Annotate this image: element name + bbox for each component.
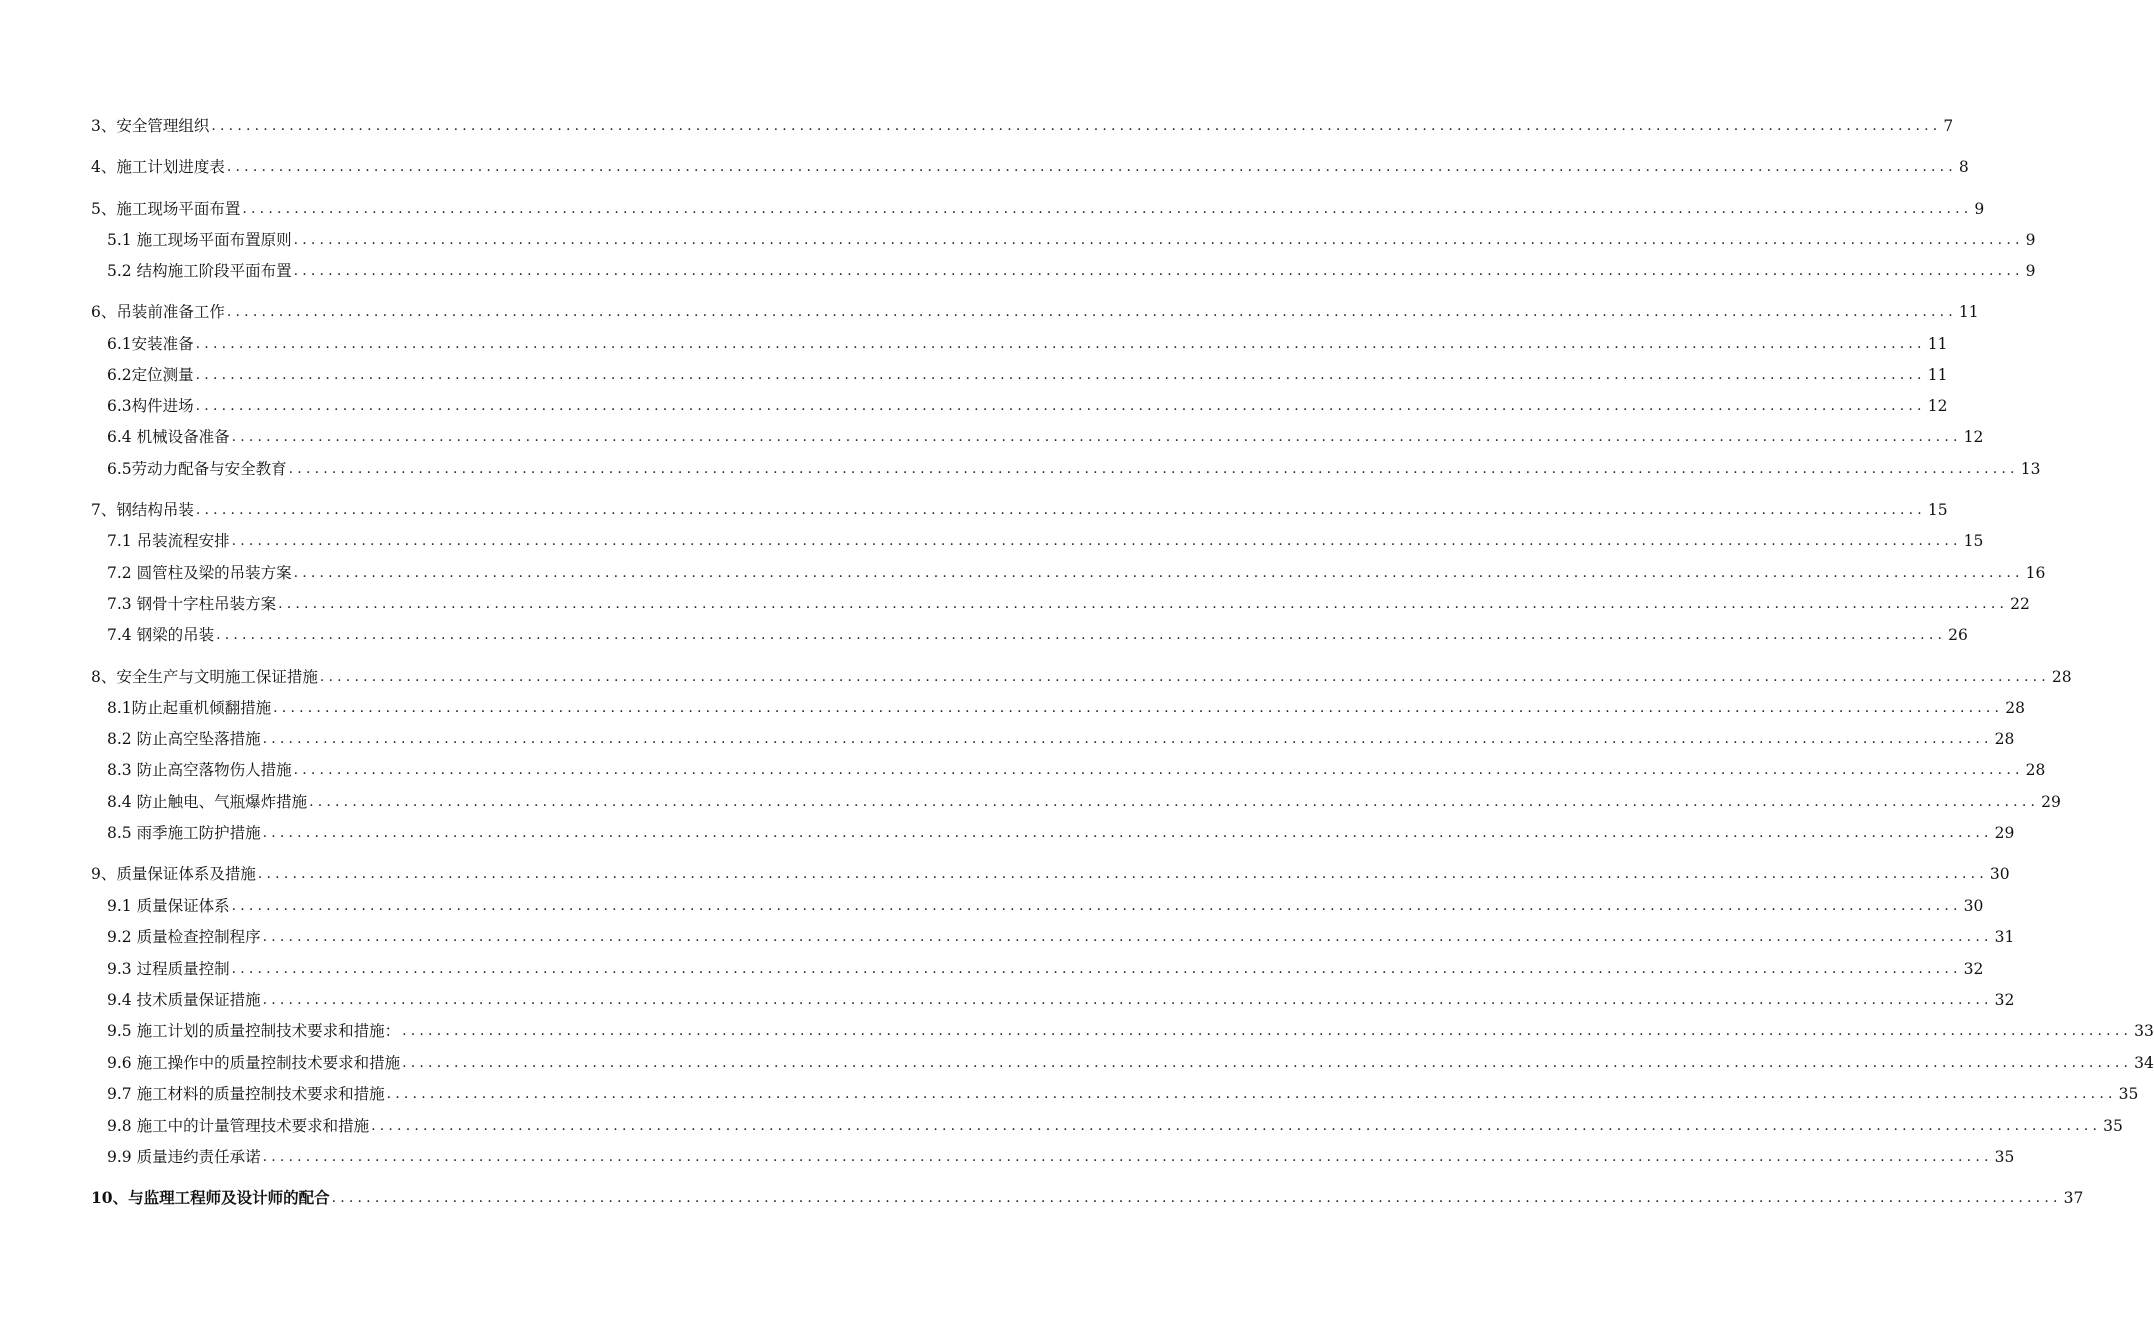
toc-dot-leader: ........................................................................................................................................................................................................ — [331, 1190, 2062, 1206]
toc-entry-page-number: 29 — [2041, 793, 2061, 811]
toc-entry[interactable] — [107, 692, 2025, 718]
toc-entry[interactable] — [107, 390, 1948, 416]
toc-entry-page-number: 13 — [2020, 460, 2041, 478]
toc-entry-page-number: 11 — [1927, 335, 1948, 353]
toc-entry[interactable] — [107, 1078, 2139, 1104]
toc-entry-title: 9.9 质量违约责任承诺 — [107, 1148, 261, 1166]
toc-entry[interactable] — [91, 661, 2072, 687]
toc-dot-leader: ........................................................................................................................................................................................................ — [278, 596, 2009, 612]
toc-entry-title: 5.2 结构施工阶段平面布置 — [107, 262, 292, 280]
toc-entry-page-number: 37 — [2063, 1189, 2084, 1207]
toc-entry[interactable] — [107, 421, 1984, 447]
toc-entry-page-number: 30 — [1989, 865, 2010, 883]
toc-entry-title: 9、质量保证体系及措施 — [91, 865, 256, 883]
toc-entry[interactable] — [107, 817, 2015, 843]
toc-dot-leader: ........................................................................................................................................................................................................ — [231, 898, 1962, 914]
toc-dot-leader: ........................................................................................................................................................................................................ — [257, 866, 1988, 882]
toc-entry[interactable] — [107, 984, 2015, 1010]
toc-entry-page-number: 28 — [1994, 730, 2015, 748]
toc-dot-leader: ........................................................................................................................................................................................................ — [242, 201, 1973, 217]
toc-entry-page-number: 12 — [1927, 397, 1948, 415]
toc-entry[interactable] — [107, 1141, 2015, 1167]
toc-entry-title: 6.1安装准备 — [107, 335, 194, 353]
toc-entry[interactable] — [107, 1015, 2154, 1041]
toc-dot-leader: ........................................................................................................................................................................................................ — [195, 398, 1926, 414]
toc-entry-title: 6、吊装前准备工作 — [91, 303, 225, 321]
toc-dot-leader: ........................................................................................................................................................................................................ — [262, 1149, 1993, 1165]
toc-entry-title: 9.8 施工中的计量管理技术要求和措施 — [107, 1117, 370, 1135]
toc-entry-title: 4、施工计划进度表 — [91, 158, 225, 176]
toc-entry[interactable] — [107, 328, 1948, 354]
toc-entry[interactable] — [107, 619, 1968, 645]
toc-dot-leader: ........................................................................................................................................................................................................ — [293, 263, 2024, 279]
toc-entry-page-number: 8 — [1958, 158, 1969, 176]
toc-entry[interactable] — [107, 1110, 2123, 1136]
toc-entry-page-number: 15 — [1927, 501, 1948, 519]
toc-entry-title: 9.7 施工材料的质量控制技术要求和措施 — [107, 1085, 385, 1103]
toc-dot-leader: ........................................................................................................................................................................................................ — [195, 336, 1926, 352]
toc-dot-leader: ........................................................................................................................................................................................................ — [273, 700, 2004, 716]
toc-entry-page-number: 28 — [2051, 668, 2072, 686]
toc-entry[interactable] — [91, 193, 1985, 219]
toc-entry-page-number: 11 — [1958, 303, 1979, 321]
toc-entry[interactable] — [107, 786, 2061, 812]
toc-entry[interactable] — [91, 1182, 2084, 1208]
toc-dot-leader: ........................................................................................................................................................................................................ — [402, 1023, 2133, 1039]
toc-entry-page-number: 34 — [2134, 1054, 2154, 1072]
toc-dot-leader: ........................................................................................................................................................................................................ — [262, 825, 1993, 841]
toc-dot-leader: ........................................................................................................................................................................................................ — [288, 461, 2019, 477]
toc-entry[interactable] — [107, 359, 1948, 385]
toc-entry-page-number: 28 — [2025, 761, 2046, 779]
toc-entry-title: 8.1防止起重机倾翻措施 — [107, 699, 272, 717]
toc-entry[interactable] — [91, 296, 1979, 322]
toc-entry-title: 9.2 质量检查控制程序 — [107, 928, 261, 946]
toc-entry-title: 9.1 质量保证体系 — [107, 897, 230, 915]
toc-dot-leader: ........................................................................................................................................................................................................ — [402, 1055, 2133, 1071]
toc-dot-leader: ........................................................................................................................................................................................................ — [309, 794, 2040, 810]
toc-entry-title: 5.1 施工现场平面布置原则 — [107, 231, 292, 249]
toc-entry[interactable] — [91, 858, 2010, 884]
toc-entry-title: 7、钢结构吊装 — [91, 501, 194, 519]
toc-entry[interactable] — [91, 151, 1969, 177]
toc-entry-page-number: 12 — [1963, 428, 1984, 446]
toc-entry-title: 8、安全生产与文明施工保证措施 — [91, 668, 318, 686]
toc-entry[interactable] — [107, 255, 2036, 281]
toc-entry[interactable] — [107, 754, 2046, 780]
toc-entry-page-number: 33 — [2134, 1022, 2154, 1040]
toc-dot-leader: ........................................................................................................................................................................................................ — [195, 502, 1926, 518]
toc-dot-leader: ........................................................................................................................................................................................................ — [226, 159, 1957, 175]
toc-entry-title: 5、施工现场平面布置 — [91, 200, 241, 218]
toc-dot-leader: ........................................................................................................................................................................................................ — [231, 533, 1962, 549]
toc-entry-title: 6.5劳动力配备与安全教育 — [107, 460, 287, 478]
toc-entry-page-number: 29 — [1994, 824, 2015, 842]
toc-entry[interactable] — [107, 525, 1984, 551]
toc-entry[interactable] — [107, 890, 1984, 916]
toc-entry[interactable] — [91, 494, 1948, 520]
toc-dot-leader: ........................................................................................................................................................................................................ — [195, 367, 1926, 383]
toc-dot-leader: ........................................................................................................................................................................................................ — [262, 929, 1993, 945]
toc-dot-leader: ........................................................................................................................................................................................................ — [262, 731, 1993, 747]
toc-entry-title: 6.4 机械设备准备 — [107, 428, 230, 446]
toc-entry-title: 9.6 施工操作中的质量控制技术要求和措施 — [107, 1054, 401, 1072]
toc-entry-title: 7.1 吊装流程安排 — [107, 532, 230, 550]
toc-entry-title: 9.4 技术质量保证措施 — [107, 991, 261, 1009]
toc-entry-page-number: 32 — [1994, 991, 2015, 1009]
toc-entry-title: 9.3 过程质量控制 — [107, 960, 230, 978]
toc-entry-page-number: 35 — [2118, 1085, 2139, 1103]
toc-dot-leader: ........................................................................................................................................................................................................ — [262, 992, 1993, 1008]
toc-entry-page-number: 35 — [2103, 1117, 2123, 1135]
toc-entry-page-number: 35 — [1994, 1148, 2015, 1166]
toc-dot-leader: ........................................................................................................................................................................................................ — [231, 961, 1962, 977]
toc-entry-page-number: 26 — [1948, 626, 1968, 644]
toc-entry[interactable] — [107, 453, 2041, 479]
toc-dot-leader: ........................................................................................................................................................................................................ — [293, 565, 2024, 581]
toc-entry-title: 8.4 防止触电、气瓶爆炸措施 — [107, 793, 308, 811]
toc-entry-page-number: 15 — [1963, 532, 1984, 550]
toc-entry-page-number: 11 — [1927, 366, 1948, 384]
toc-entry-page-number: 9 — [2025, 262, 2036, 280]
toc-dot-leader: ........................................................................................................................................................................................................ — [211, 118, 1942, 134]
toc-dot-leader: ........................................................................................................................................................................................................ — [319, 669, 2050, 685]
toc-entry-title: 9.5 施工计划的质量控制技术要求和措施： — [107, 1022, 401, 1040]
toc-entry-title: 6.3构件进场 — [107, 397, 194, 415]
toc-entry[interactable] — [107, 921, 2015, 947]
toc-entry-page-number: 22 — [2010, 595, 2030, 613]
toc-entry[interactable] — [91, 110, 1954, 136]
toc-entry-title: 7.2 圆管柱及梁的吊装方案 — [107, 564, 292, 582]
toc-entry-title: 8.3 防止高空落物伤人措施 — [107, 761, 292, 779]
toc-entry-page-number: 16 — [2025, 564, 2046, 582]
toc-entry-page-number: 9 — [2025, 231, 2036, 249]
toc-entry-page-number: 28 — [2005, 699, 2025, 717]
toc-entry[interactable] — [107, 557, 2046, 583]
toc-entry[interactable] — [107, 723, 2015, 749]
toc-entry-page-number: 30 — [1963, 897, 1984, 915]
toc-entry[interactable] — [107, 953, 1984, 979]
toc-dot-leader: ........................................................................................................................................................................................................ — [231, 429, 1962, 445]
toc-entry[interactable] — [107, 224, 2036, 250]
toc-dot-leader: ........................................................................................................................................................................................................ — [386, 1086, 2117, 1102]
toc-entry[interactable] — [107, 1047, 2154, 1073]
toc-entry-page-number: 7 — [1943, 117, 1954, 135]
toc-dot-leader: ........................................................................................................................................................................................................ — [216, 627, 1947, 643]
toc-dot-leader: ........................................................................................................................................................................................................ — [293, 762, 2024, 778]
toc-entry-title: 8.2 防止高空坠落措施 — [107, 730, 261, 748]
toc-entry-title: 8.5 雨季施工防护措施 — [107, 824, 261, 842]
toc-entry-title: 3、安全管理组织 — [91, 117, 210, 135]
toc-dot-leader: ........................................................................................................................................................................................................ — [226, 304, 1957, 320]
toc-entry-title: 7.4 钢梁的吊装 — [107, 626, 215, 644]
toc-entry-page-number: 9 — [1974, 200, 1985, 218]
toc-entry[interactable] — [107, 588, 2030, 614]
toc-entry-title: 6.2定位测量 — [107, 366, 194, 384]
toc-entry-title: 10、与监理工程师及设计师的配合 — [91, 1188, 330, 1207]
toc-entry-page-number: 32 — [1963, 960, 1984, 978]
toc-dot-leader: ........................................................................................................................................................................................................ — [371, 1118, 2102, 1134]
toc-entry-page-number: 31 — [1994, 928, 2015, 946]
toc-entry-title: 7.3 钢骨十字柱吊装方案 — [107, 595, 277, 613]
toc-dot-leader: ........................................................................................................................................................................................................ — [293, 232, 2024, 248]
